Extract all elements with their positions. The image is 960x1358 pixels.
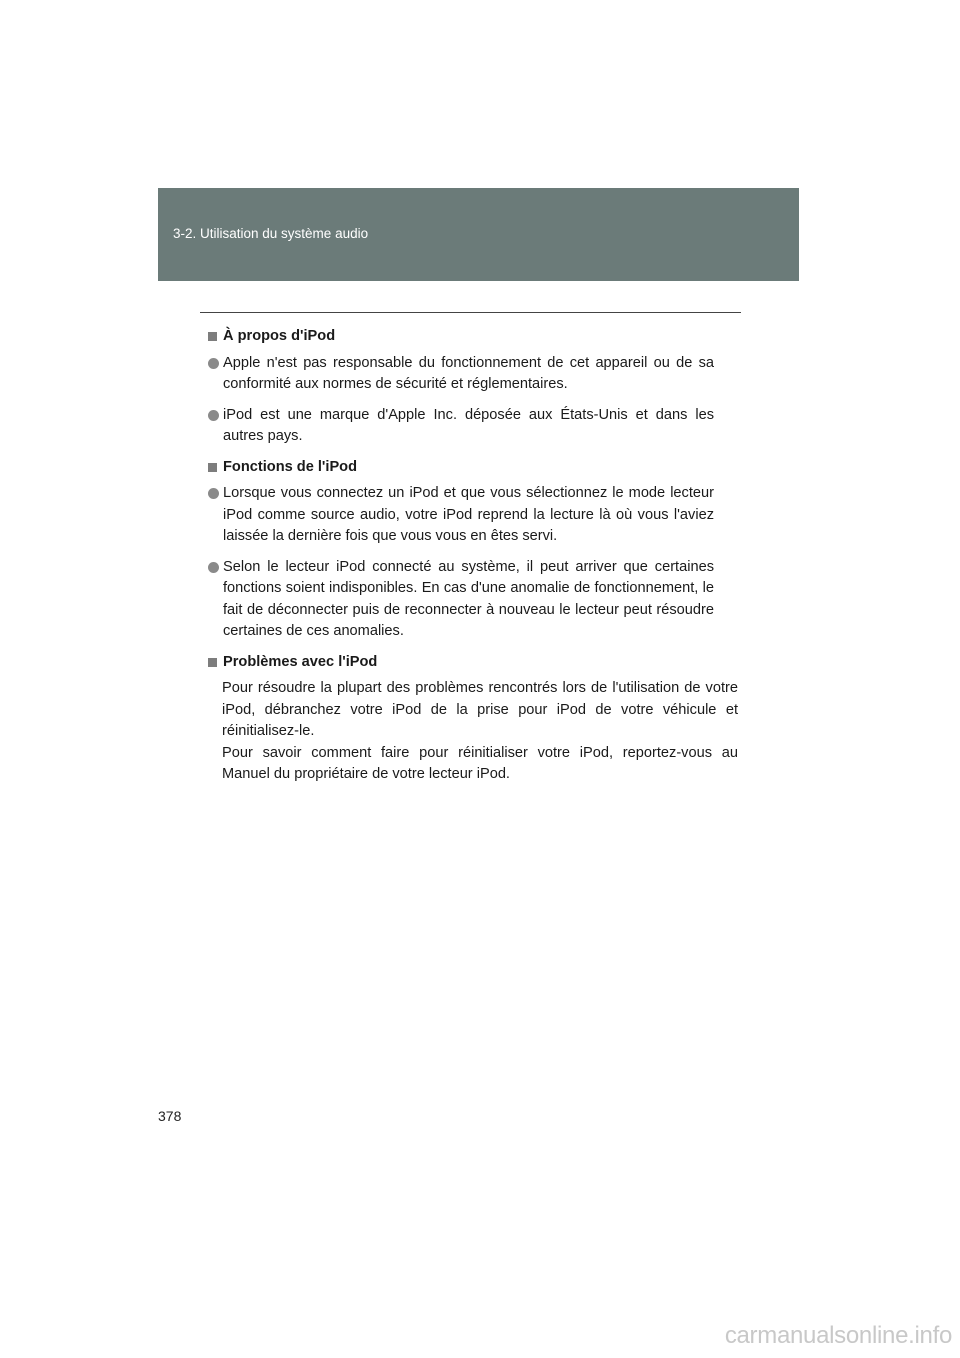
list-item [208,557,738,643]
circle-bullet-icon [208,358,219,369]
square-bullet-icon [208,332,217,341]
bullet-text: iPod est une marque d'Apple Inc. déposée aux États-Unis et dans les autres pays. [223,406,714,444]
section-heading [208,457,738,479]
section-title: Fonctions de l'iPod [223,458,358,475]
circle-bullet-icon [208,562,219,573]
list-item [208,483,738,548]
square-bullet-icon [208,658,217,667]
section-ipod-problems [208,652,738,786]
page-number: 378 [158,1108,182,1124]
bullet-text: Selon le lecteur iPod connecté au système, il peut arriver que certaines fonctions soient indisponibles. En cas d'une anomalie de fonctionnement, le fait de déconnecter puis de reconnecter à nouveau le lecteur peut résoudre certaines de ces anomalies. [223,558,714,639]
list-item [208,353,738,396]
section-ipod-functions [208,457,738,643]
section-heading [208,326,738,348]
watermark: carmanualsonline.info [724,1322,952,1349]
square-bullet-icon [208,463,217,472]
circle-bullet-icon [208,410,219,421]
paragraph: Pour résoudre la plupart des problèmes rencontrés lors de l'utilisation de votre iPod, débranchez votre iPod de la prise pour iPod de votre véhicule et réinitialisez-le. [222,680,738,739]
section-about-ipod [208,326,738,448]
list-item [208,405,738,448]
section-heading [208,652,738,674]
section-header: 3-2. Utilisation du système audio [173,226,369,241]
content [208,326,738,786]
bullet-text: Apple n'est pas responsable du fonctionnement de cet appareil ou de sa conformité aux normes de sécurité et réglementaires. [223,354,714,392]
section-title: À propos d'iPod [223,328,336,344]
section-title: Problèmes avec l'iPod [223,653,378,670]
paragraph: Pour savoir comment faire pour réinitialiser votre iPod, reportez-vous au Manuel du propriétaire de votre lecteur iPod. [222,744,738,782]
divider [200,312,741,313]
circle-bullet-icon [208,488,219,499]
bullet-text: Lorsque vous connectez un iPod et que vous sélectionnez le mode lecteur iPod comme source audio, votre iPod reprend la lecture là où vous l'aviez laissée la dernière fois que vous vous en êtes servi. [223,485,714,544]
